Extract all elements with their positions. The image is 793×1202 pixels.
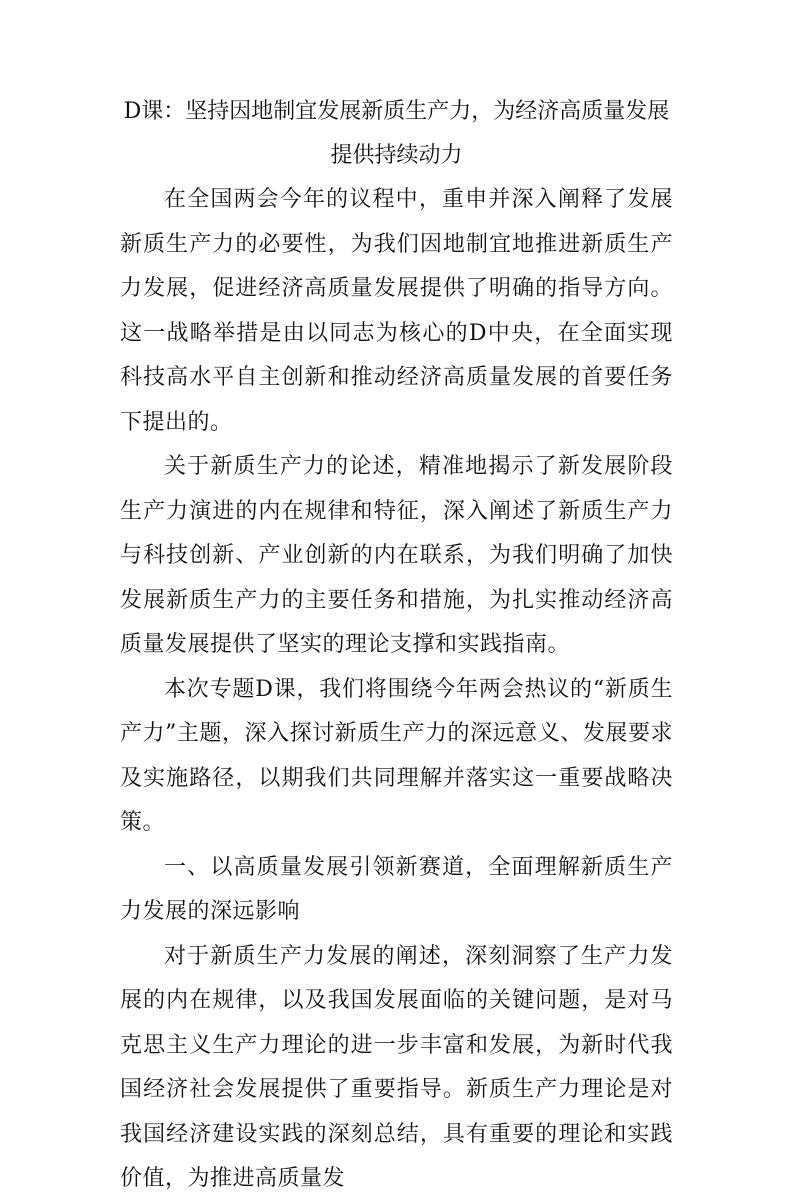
paragraph-section-1: 对于新质生产力发展的阐述，深刻洞察了生产力发展的内在规律，以及我国发展面临的关键问题，是对马克思主义生产力理论的进一步丰富和发展，为新时代我国经济社会发展提供了重要指导。新质生产力理论是对我国经济建设实践的深刻总结，具有重要的理论和实践价值，为推进高质量发: [120, 943, 673, 1191]
document-title: D课：坚持因地制宜发展新质生产力，为经济高质量发展提供持续动力: [123, 99, 670, 168]
document-page: [120, 90, 673, 1202]
paragraph-intro: 在全国两会今年的议程中，重申并深入阐释了发展新质生产力的必要性，为我们因地制宜地推进新质生产力发展，促进经济高质量发展提供了明确的指导方向。这一战略举措是由以同志为核心的D中央，在全面实现科技高水平自主创新和推动经济高质量发展的首要任务下提出的。: [120, 187, 673, 435]
paragraph-theory: 关于新质生产力的论述，精准地揭示了新发展阶段生产力演进的内在规律和特征，深入阐述了新质生产力与科技创新、产业创新的内在联系，为我们明确了加快发展新质生产力的主要任务和措施，为扎实推动经济高质量发展提供了坚实的理论支撑和实践指南。: [120, 454, 673, 657]
section-heading-1: 一、以高质量发展引领新赛道，全面理解新质生产力发展的深远影响: [120, 854, 673, 924]
paragraph-lesson-topic: 本次专题D课，我们将围绕今年两会热议的“新质生产力”主题，深入探讨新质生产力的深远意义、发展要求及实施路径，以期我们共同理解并落实这一重要战略决策。: [120, 676, 673, 835]
